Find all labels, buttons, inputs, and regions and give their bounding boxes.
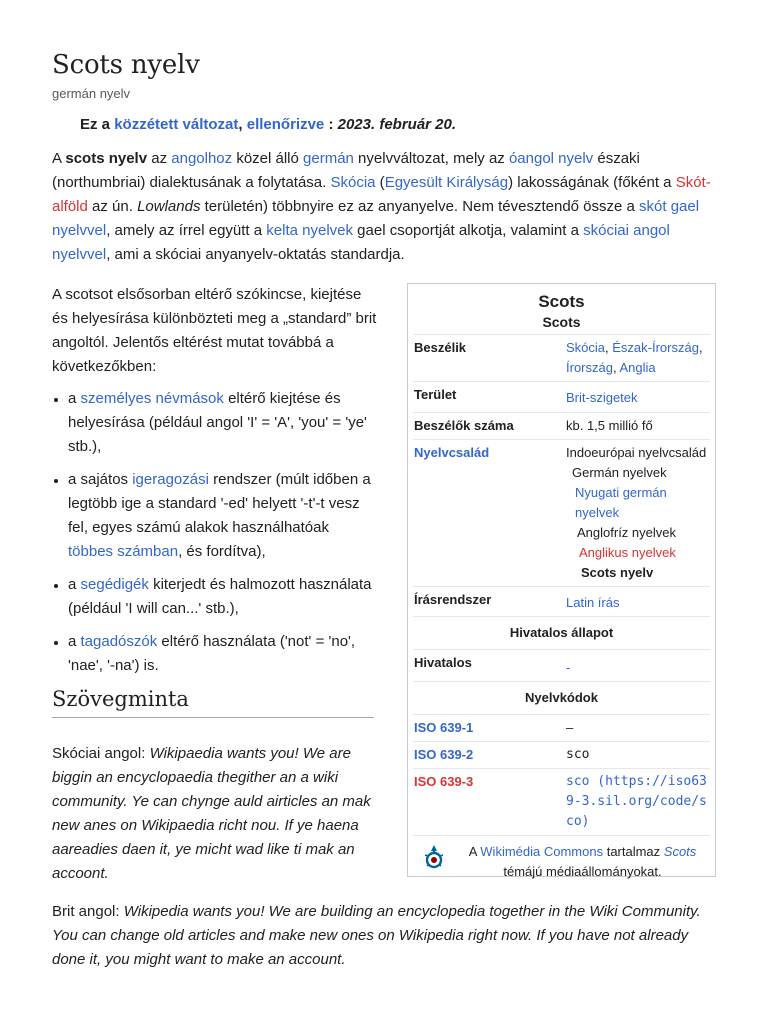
infobox-label-link[interactable] bbox=[413, 440, 564, 586]
section-heading: Szövegminta bbox=[52, 687, 374, 718]
link-tagadoszok[interactable]: tagadószók bbox=[80, 633, 158, 650]
sample-text: Wikipedia wants you! We are building an encyclopedia together in the Wiki Community. You can change old articles and make new ones on Wikipedia right now. If you have not already done it, you might want to make an account. bbox=[52, 903, 701, 968]
infobox-subtitle: Scots bbox=[542, 314, 581, 330]
link-tobbes-szam[interactable]: többes számban bbox=[68, 543, 179, 560]
redlink-skot-alfold[interactable]: Skót-alföld bbox=[52, 174, 711, 215]
intro-text: nyelvváltozat, mely az bbox=[353, 150, 509, 167]
infobox-label-wrap bbox=[413, 769, 564, 835]
family-level-5-wrap bbox=[566, 543, 710, 563]
infobox-row-area bbox=[413, 381, 710, 412]
intro-text: ( bbox=[375, 174, 385, 191]
link-szemelyes-nevmasok[interactable]: személyes névmások bbox=[80, 390, 224, 407]
intro-text: északi (northumbriai) dialektusának a folytatása. bbox=[52, 150, 640, 191]
infobox-row-iso2 bbox=[413, 741, 710, 768]
infobox-value: kb. 1,5 millió fő bbox=[566, 418, 653, 433]
list-item bbox=[68, 468, 378, 564]
link-nyelvcsalad[interactable]: Nyelvcsalád bbox=[414, 445, 490, 460]
features-paragraph: A scotsot elsősorban eltérő szókincse, kiejtése és helyesírása különbözteti meg a „standard” brit angoltól. Jelentős eltérést mutat továbbá a következőkben: bbox=[52, 286, 377, 375]
intro-bold-term: scots nyelv bbox=[65, 150, 148, 167]
flagged-revision-notice bbox=[80, 116, 456, 133]
flagged-sep: , bbox=[238, 116, 247, 133]
infobox-value: – bbox=[566, 720, 574, 735]
link-skocia-ib[interactable]: Skócia bbox=[566, 340, 606, 355]
list-item bbox=[68, 573, 378, 621]
intro-text: közel álló bbox=[232, 150, 304, 167]
intro-text: az bbox=[147, 150, 172, 167]
link-latin-iras[interactable]: Latin írás bbox=[566, 595, 620, 610]
item-text: a sajátos bbox=[68, 471, 133, 488]
link-irorszag[interactable]: Írország bbox=[566, 360, 613, 375]
infobox-row-family bbox=[413, 439, 710, 586]
item-text: a bbox=[68, 576, 81, 593]
link-angol[interactable]: angolhoz bbox=[171, 150, 233, 167]
infobox-row-official bbox=[413, 649, 710, 681]
intro-text: , amely az írrel együtt a bbox=[106, 222, 267, 239]
infobox-row-speakers bbox=[413, 334, 710, 381]
features-list bbox=[52, 387, 378, 678]
commons-text-part: tartalmaz bbox=[603, 844, 664, 859]
link-iso-639-2[interactable]: ISO 639-2 bbox=[414, 747, 474, 762]
item-text: a bbox=[68, 390, 81, 407]
infobox-row-script bbox=[413, 586, 710, 616]
flagged-date: 2023. február 20. bbox=[337, 116, 457, 133]
sample-text: Wikipaedia wants you! We are biggin an encyclopaedia thegither an a wiki community. Ye can chynge auld airticles an mak new anes on Wikipaedia richt nou. If ye haena aareadies daen it, ye micht wad like ti mak an accoont. bbox=[52, 745, 371, 882]
family-level-3-wrap bbox=[566, 483, 710, 523]
main-content bbox=[52, 283, 378, 687]
link-iso3-sco[interactable]: sco (https://iso639-3.sil.org/code/sco) bbox=[566, 774, 707, 829]
infobox bbox=[407, 283, 716, 877]
list-item bbox=[68, 630, 378, 678]
commons-text-part: témájú médiaállományokat. bbox=[503, 864, 662, 879]
sample-english bbox=[52, 900, 716, 972]
infobox-label: Beszélők száma bbox=[414, 418, 514, 433]
link-skot-gael[interactable]: skót gael nyelvvel bbox=[52, 198, 700, 239]
infobox-row-count bbox=[413, 412, 710, 439]
item-text: eltérő kiejtése és helyesírása (például angol 'I' = 'A', 'you' = 'ye' stb.), bbox=[68, 390, 367, 455]
intro-text: területén) többnyire ez az anyanyelve. Nem tévesztendő össze a bbox=[200, 198, 640, 215]
redlink-anglikus[interactable]: Anglikus nyelvek bbox=[579, 545, 676, 560]
intro-text: , ami a skóciai anyanyelv-oktatás standardja. bbox=[106, 246, 405, 263]
infobox-value: Skócia, Észak-Írország, Írország, Anglia bbox=[566, 340, 703, 375]
link-commons-scots[interactable]: Scots bbox=[663, 844, 697, 859]
item-text: eltérő használata ('not' = 'no', 'nae', '-na') is. bbox=[68, 633, 356, 674]
infobox-label-wrap bbox=[413, 715, 564, 741]
sample-label: Brit angol: bbox=[52, 903, 124, 920]
item-text: , és fordítva), bbox=[178, 543, 266, 560]
redlink-iso-639-3[interactable]: ISO 639-3 bbox=[414, 774, 474, 789]
link-anglia[interactable]: Anglia bbox=[619, 360, 656, 375]
intro-text: gael csoportját alkotja, valamint a bbox=[353, 222, 584, 239]
infobox-label-wrap bbox=[413, 742, 564, 768]
link-brit-szigetek[interactable]: Brit-szigetek bbox=[566, 390, 638, 405]
intro-italic: Lowlands bbox=[137, 198, 201, 215]
link-skocia[interactable]: Skócia bbox=[330, 174, 376, 191]
infobox-value: sco bbox=[566, 747, 590, 762]
sample-scots bbox=[52, 742, 374, 886]
flagged-colon: : bbox=[324, 116, 338, 133]
family-level-4: Anglofríz nyelvek bbox=[577, 525, 676, 540]
infobox-commons bbox=[413, 835, 710, 888]
infobox-label: Írásrendszer bbox=[414, 592, 492, 607]
infobox-label: Terület bbox=[414, 387, 457, 402]
link-segedigek[interactable]: segédigék bbox=[80, 576, 149, 593]
family-level-6: Scots nyelv bbox=[581, 565, 654, 580]
infobox-value bbox=[564, 440, 710, 586]
infobox-label: Hivatalos bbox=[414, 655, 472, 670]
commons-text bbox=[455, 842, 710, 882]
link-oangol[interactable]: óangol nyelv bbox=[508, 150, 594, 167]
family-level-2: Germán nyelvek bbox=[572, 465, 667, 480]
infobox-value bbox=[564, 650, 710, 681]
infobox-row-iso3 bbox=[413, 768, 710, 835]
infobox-label: Beszélik bbox=[414, 340, 467, 355]
commons-text-part: A bbox=[468, 844, 481, 859]
link-igeragozas[interactable]: igeragozási bbox=[132, 471, 209, 488]
link-german[interactable]: germán bbox=[303, 150, 354, 167]
link-iso-639-1[interactable]: ISO 639-1 bbox=[414, 720, 474, 735]
commons-logo-icon bbox=[421, 844, 447, 870]
infobox-row-iso1 bbox=[413, 714, 710, 741]
link-wikimedia-commons[interactable]: Wikimédia Commons bbox=[480, 844, 604, 859]
family-level-1: Indoeurópai nyelvcsalád bbox=[566, 445, 707, 460]
page-title: Scots nyelv bbox=[52, 50, 200, 80]
intro-text: A bbox=[52, 150, 66, 167]
sample-label: Skóciai angol: bbox=[52, 745, 150, 762]
infobox-value bbox=[564, 382, 710, 412]
intro-text: az ún. bbox=[87, 198, 138, 215]
link-nyugati-german[interactable]: Nyugati germán nyelvek bbox=[575, 485, 667, 520]
link-skociai-angol[interactable]: skóciai angol nyelvvel bbox=[52, 222, 670, 263]
item-text: rendszer (múlt időben a legtöbb ige a standard '-ed' helyett '-t'-t vesz fel, egyes számú alakok használhatóak bbox=[68, 471, 371, 536]
intro-paragraph bbox=[52, 147, 716, 267]
link-uk[interactable]: Egyesült Királyság bbox=[384, 174, 509, 191]
link-official[interactable]: - bbox=[566, 660, 571, 675]
link-kelta[interactable]: kelta nyelvek bbox=[266, 222, 353, 239]
infobox-value-wrap bbox=[564, 769, 710, 835]
link-eszak-irorszag[interactable]: Észak-Írország bbox=[612, 340, 699, 355]
infobox-value bbox=[564, 587, 710, 616]
checked-link[interactable]: ellenőrizve bbox=[246, 116, 325, 133]
flagged-prefix: Ez a bbox=[80, 116, 115, 133]
published-version-link[interactable]: közzétett változat bbox=[114, 116, 239, 133]
infobox-section-status: Hivatalos állapot bbox=[413, 616, 710, 649]
list-item bbox=[68, 387, 378, 459]
infobox-section-codes: Nyelvkódok bbox=[413, 681, 710, 714]
item-text: a bbox=[68, 633, 81, 650]
item-text: kiterjedt és halmozott használata (például 'I will can...' stb.), bbox=[68, 576, 372, 617]
page-subtitle: germán nyelv bbox=[52, 86, 131, 101]
infobox-title: Scots bbox=[538, 292, 585, 311]
intro-text: ) lakosságának (főként a bbox=[508, 174, 676, 191]
